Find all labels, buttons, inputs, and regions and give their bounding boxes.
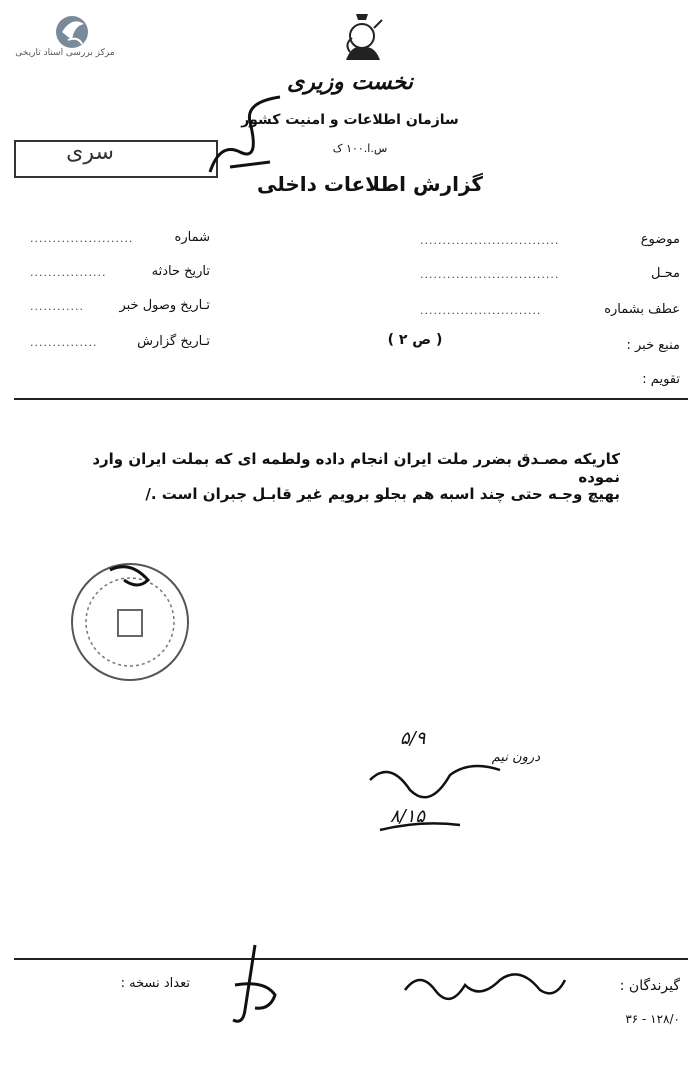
source-label: منبع خبر : bbox=[626, 338, 680, 353]
recipients-label: گیرندگان : bbox=[619, 978, 680, 994]
reference-label: عطف بشماره bbox=[604, 302, 680, 317]
lion-and-sun-emblem-icon bbox=[330, 8, 394, 72]
number-label: شماره bbox=[174, 230, 210, 245]
archive-logo-text: مرکز بررسی اسناد تاریخی bbox=[15, 48, 115, 58]
footer-divider bbox=[14, 958, 688, 960]
signature-icon bbox=[400, 960, 570, 1010]
handwritten-note-number: ۸/۱۵ bbox=[390, 806, 426, 827]
handwritten-note-text: درون نیم bbox=[491, 750, 540, 765]
subject-dots: ............................... bbox=[420, 234, 560, 247]
report-date-label: تـاریخ گزارش bbox=[137, 334, 210, 349]
handwritten-note-date: ۵/۹ bbox=[400, 728, 426, 749]
location-label: محـل bbox=[650, 266, 680, 281]
subject-label: موضوع bbox=[640, 232, 680, 247]
report-body-line-1: کاریکه مصـدق بضرر ملت ایران انجام داده ولطمه ای که بملت ایران وارد نموده bbox=[92, 450, 620, 486]
incident-date-dots: ................. bbox=[30, 266, 107, 279]
org-name-secondary: سازمان اطلاعات و امنیت کشور bbox=[241, 112, 459, 128]
archive-logo-icon bbox=[8, 8, 128, 68]
copies-label: تعداد نسخه : bbox=[120, 976, 190, 991]
news-date-dots: ............ bbox=[30, 300, 84, 313]
location-dots: ............................... bbox=[420, 268, 560, 281]
report-date-dots: ............... bbox=[30, 336, 98, 349]
form-reference-code: س.ا.۱۰۰ ک bbox=[332, 142, 388, 155]
handwritten-mark-icon bbox=[200, 92, 290, 182]
source-value: ( ص ۲ ) bbox=[387, 332, 443, 348]
reference-dots: ........................... bbox=[420, 304, 542, 317]
initials-mark-icon bbox=[215, 940, 285, 1030]
header-divider bbox=[14, 398, 688, 400]
incident-date-label: تاریخ حادثه bbox=[151, 264, 210, 279]
form-footer-code: ۳۶ - ۱۲۸/۰ bbox=[625, 1012, 680, 1026]
number-dots: ....................... bbox=[30, 232, 134, 245]
report-body-line-2: بهیچ وجـه حتی چند اسبه هم بجلو برویم غیر قابـل جبران است ./ bbox=[145, 485, 620, 503]
circular-seal-icon bbox=[60, 550, 200, 690]
classification-stamp-text: سری bbox=[66, 140, 114, 165]
news-date-label: تـاریخ وصول خبر bbox=[119, 298, 210, 313]
report-title: گزارش اطلاعات داخلی bbox=[256, 172, 484, 196]
evaluation-label: تقویم : bbox=[642, 372, 680, 387]
org-name-primary: نخست وزیری bbox=[287, 70, 413, 95]
